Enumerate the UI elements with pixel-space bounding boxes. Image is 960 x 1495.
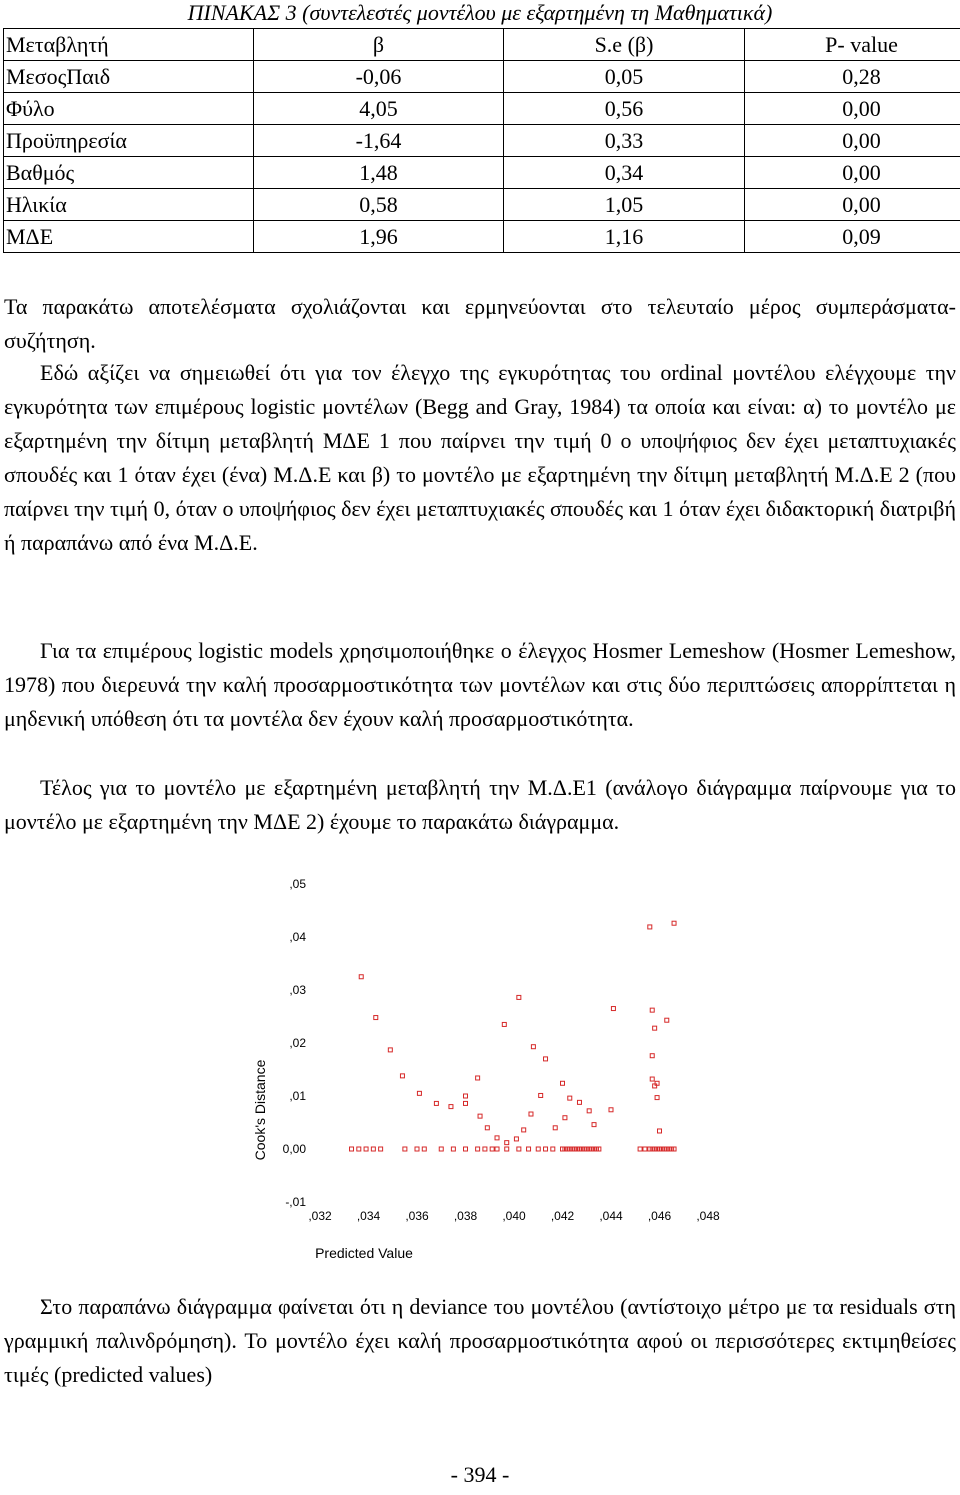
data-point: [350, 1147, 354, 1151]
data-point: [505, 1147, 509, 1151]
data-point: [609, 1108, 613, 1112]
data-point: [417, 1091, 421, 1095]
cell-se: 1,05: [504, 189, 745, 221]
cell-beta: 1,96: [254, 221, 504, 253]
data-point: [517, 1147, 521, 1151]
y-tick-label: 0,00: [282, 1142, 306, 1156]
paragraph-deviance: Στο παραπάνω διάγραμμα φαίνεται ότι η deviance του μοντέλου (αντίστοιχο μέτρο με τα residuals στη γραμμική παλινδρόμηση). Το μοντέλο έχει καλή προσαρμοστικότητα αφού οι περισσότερες εκτιμηθείσες τιμές (predicted values): [4, 1294, 956, 1387]
cell-pvalue: 0,00: [745, 189, 960, 221]
data-point: [415, 1147, 419, 1151]
y-tick-label: ,04: [289, 930, 306, 944]
x-tick-label: ,040: [502, 1209, 526, 1223]
data-point: [544, 1057, 548, 1061]
data-point: [400, 1074, 404, 1078]
cell-variable: ΜεσοςΠαιδ: [4, 61, 254, 93]
x-tick-label: ,036: [405, 1209, 429, 1223]
data-point: [476, 1076, 480, 1080]
data-point: [517, 995, 521, 999]
cell-se: 1,16: [504, 221, 745, 253]
data-point: [653, 1026, 657, 1030]
data-point: [371, 1147, 375, 1151]
data-point: [611, 1007, 615, 1011]
data-point: [505, 1141, 509, 1145]
coefficients-table: [3, 28, 960, 253]
data-point: [403, 1147, 407, 1151]
data-point: [357, 1147, 361, 1151]
data-point: [478, 1114, 482, 1118]
data-point: [650, 1008, 654, 1012]
data-point: [577, 1100, 581, 1104]
data-point: [551, 1147, 555, 1151]
x-tick-label: ,048: [696, 1209, 720, 1223]
data-point: [422, 1147, 426, 1151]
table-header-row: [4, 29, 960, 61]
data-point: [527, 1147, 531, 1151]
cell-beta: 4,05: [254, 93, 504, 125]
data-point: [502, 1022, 506, 1026]
cell-pvalue: 0,00: [745, 157, 960, 189]
data-point: [514, 1137, 518, 1141]
y-axis-title: Cook's Distance: [252, 1059, 268, 1161]
data-point: [665, 1018, 669, 1022]
x-tick-label: ,034: [356, 1209, 381, 1223]
data-point: [490, 1147, 494, 1151]
data-point: [434, 1101, 438, 1105]
x-axis-title: Predicted Value: [315, 1245, 413, 1261]
data-point: [638, 1147, 642, 1151]
data-point: [539, 1093, 543, 1097]
data-point: [561, 1081, 565, 1085]
data-point: [643, 1147, 647, 1151]
data-point: [439, 1147, 443, 1151]
data-point: [464, 1101, 468, 1105]
cell-se: 0,33: [504, 125, 745, 157]
data-point: [388, 1048, 392, 1052]
data-point: [655, 1096, 659, 1100]
data-point: [563, 1116, 567, 1120]
cell-pvalue: 0,00: [745, 125, 960, 157]
data-point: [531, 1045, 535, 1049]
data-point: [464, 1147, 468, 1151]
data-point: [359, 975, 363, 979]
data-point: [536, 1147, 540, 1151]
x-tick-label: ,046: [647, 1209, 672, 1223]
data-point: [648, 925, 652, 929]
x-tick-label: ,038: [453, 1209, 478, 1223]
cooks-distance-scatter-chart: [238, 870, 738, 1270]
cell-pvalue: 0,09: [745, 221, 960, 253]
cell-pvalue: 0,00: [745, 93, 960, 125]
page-number: - 394 -: [450, 1462, 510, 1487]
x-tick-label: ,044: [599, 1209, 623, 1223]
data-point: [464, 1094, 468, 1098]
y-tick-label: ,05: [289, 877, 306, 891]
table-row: [4, 61, 960, 93]
header-se: S.e (β): [504, 29, 745, 61]
y-tick-label: -,01: [285, 1195, 306, 1209]
data-point: [658, 1129, 662, 1133]
paragraph-hosmer-lemeshow: Για τα επιμέρους logistic models χρησιμοποιήθηκε ο έλεγχος Hosmer Lemeshow (Hosmer Lemeshow, 1978) που διερευνά την καλή προσαρμοστικότητα των μοντέλων και στις δύο περιπτώσεις απορρίπτεται η μηδενική υπόθεση ότι τα μοντέλα δεν έχουν καλή προσαρμοστικότητα.: [4, 638, 956, 731]
y-axis-ticks: [283, 877, 307, 1209]
cell-beta: -1,64: [254, 125, 504, 157]
data-point: [364, 1147, 368, 1151]
data-point: [449, 1105, 453, 1109]
cell-beta: 1,48: [254, 157, 504, 189]
cell-beta: -0,06: [254, 61, 504, 93]
data-point: [495, 1136, 499, 1140]
y-tick-label: ,01: [289, 1089, 306, 1103]
cell-variable: Βαθμός: [4, 157, 254, 189]
header-variable: Μεταβλητή: [4, 29, 254, 61]
data-point: [568, 1096, 572, 1100]
header-beta: β: [254, 29, 504, 61]
data-point: [544, 1147, 548, 1151]
cell-variable: Ηλικία: [4, 189, 254, 221]
data-point: [650, 1054, 654, 1058]
cell-se: 0,56: [504, 93, 745, 125]
data-point: [485, 1126, 489, 1130]
y-tick-label: ,02: [289, 1036, 306, 1050]
data-point: [529, 1112, 533, 1116]
cell-beta: 0,58: [254, 189, 504, 221]
table-row: [4, 221, 960, 253]
data-point: [483, 1147, 487, 1151]
x-tick-label: ,042: [550, 1209, 575, 1223]
table-row: [4, 93, 960, 125]
scatter-points: [350, 921, 677, 1151]
paragraph-results-note: Τα παρακάτω αποτελέσματα σχολιάζονται και ερμηνεύονται στο τελευταίο μέρος συμπεράσματα-συζήτηση.: [4, 294, 956, 353]
table-caption: ΠΙΝΑΚΑΣ 3 (συντελεστές μοντέλου με εξαρτημένη τη Μαθηματικά): [187, 0, 773, 25]
data-point: [553, 1126, 557, 1130]
paragraph-validity: Εδώ αξίζει να σημειωθεί ότι για τον έλεγχο της εγκυρότητας του ordinal μοντέλου ελέγχουμε την εγκυρότητα των επιμέρους logistic μοντέλων (Begg and Gray, 1984) τα οποία και είναι: α) το μοντέλο με εξαρτημένη την δίτιμη μεταβλητή ΜΔΕ 1 που παίρνει την τιμή 0 ο υποψήφιος δεν έχει μεταπτυχιακές σπουδές και 1 όταν έχει (ένα) Μ.Δ.Ε και β) το μοντέλο με εξαρτημένη την δίτιμη μεταβλητή Μ.Δ.Ε 2 (που παίρνει την τιμή 0, όταν ο υποψήφιος δεν έχει μεταπτυχιακές σπουδές και 1 όταν έχει διδακτορική διατριβή ή παραπάνω από ένα Μ.Δ.Ε.: [4, 360, 956, 555]
data-point: [522, 1128, 526, 1132]
y-tick-label: ,03: [289, 983, 306, 997]
table-row: [4, 125, 960, 157]
x-tick-label: ,032: [308, 1209, 332, 1223]
x-axis-ticks: [308, 1209, 720, 1223]
data-point: [451, 1147, 455, 1151]
data-point: [650, 1077, 654, 1081]
data-point: [587, 1109, 591, 1113]
cell-se: 0,34: [504, 157, 745, 189]
cell-variable: ΜΔΕ: [4, 221, 254, 253]
data-point: [379, 1147, 383, 1151]
data-point: [476, 1147, 480, 1151]
data-point: [374, 1016, 378, 1020]
table-row: [4, 157, 960, 189]
data-point: [592, 1123, 596, 1127]
data-point: [672, 921, 676, 925]
cell-variable: Προϋπηρεσία: [4, 125, 254, 157]
header-pvalue: P- value: [745, 29, 960, 61]
data-point: [495, 1147, 499, 1151]
cell-pvalue: 0,28: [745, 61, 960, 93]
paragraph-diagram-intro: Τέλος για το μοντέλο με εξαρτημένη μεταβλητή την Μ.Δ.Ε1 (ανάλογο διάγραμμα παίρνουμε για το μοντέλο με εξαρτημένη την ΜΔΕ 2) έχουμε το παρακάτω διάγραμμα.: [4, 775, 956, 834]
table-row: [4, 189, 960, 221]
cell-se: 0,05: [504, 61, 745, 93]
cell-variable: Φύλο: [4, 93, 254, 125]
